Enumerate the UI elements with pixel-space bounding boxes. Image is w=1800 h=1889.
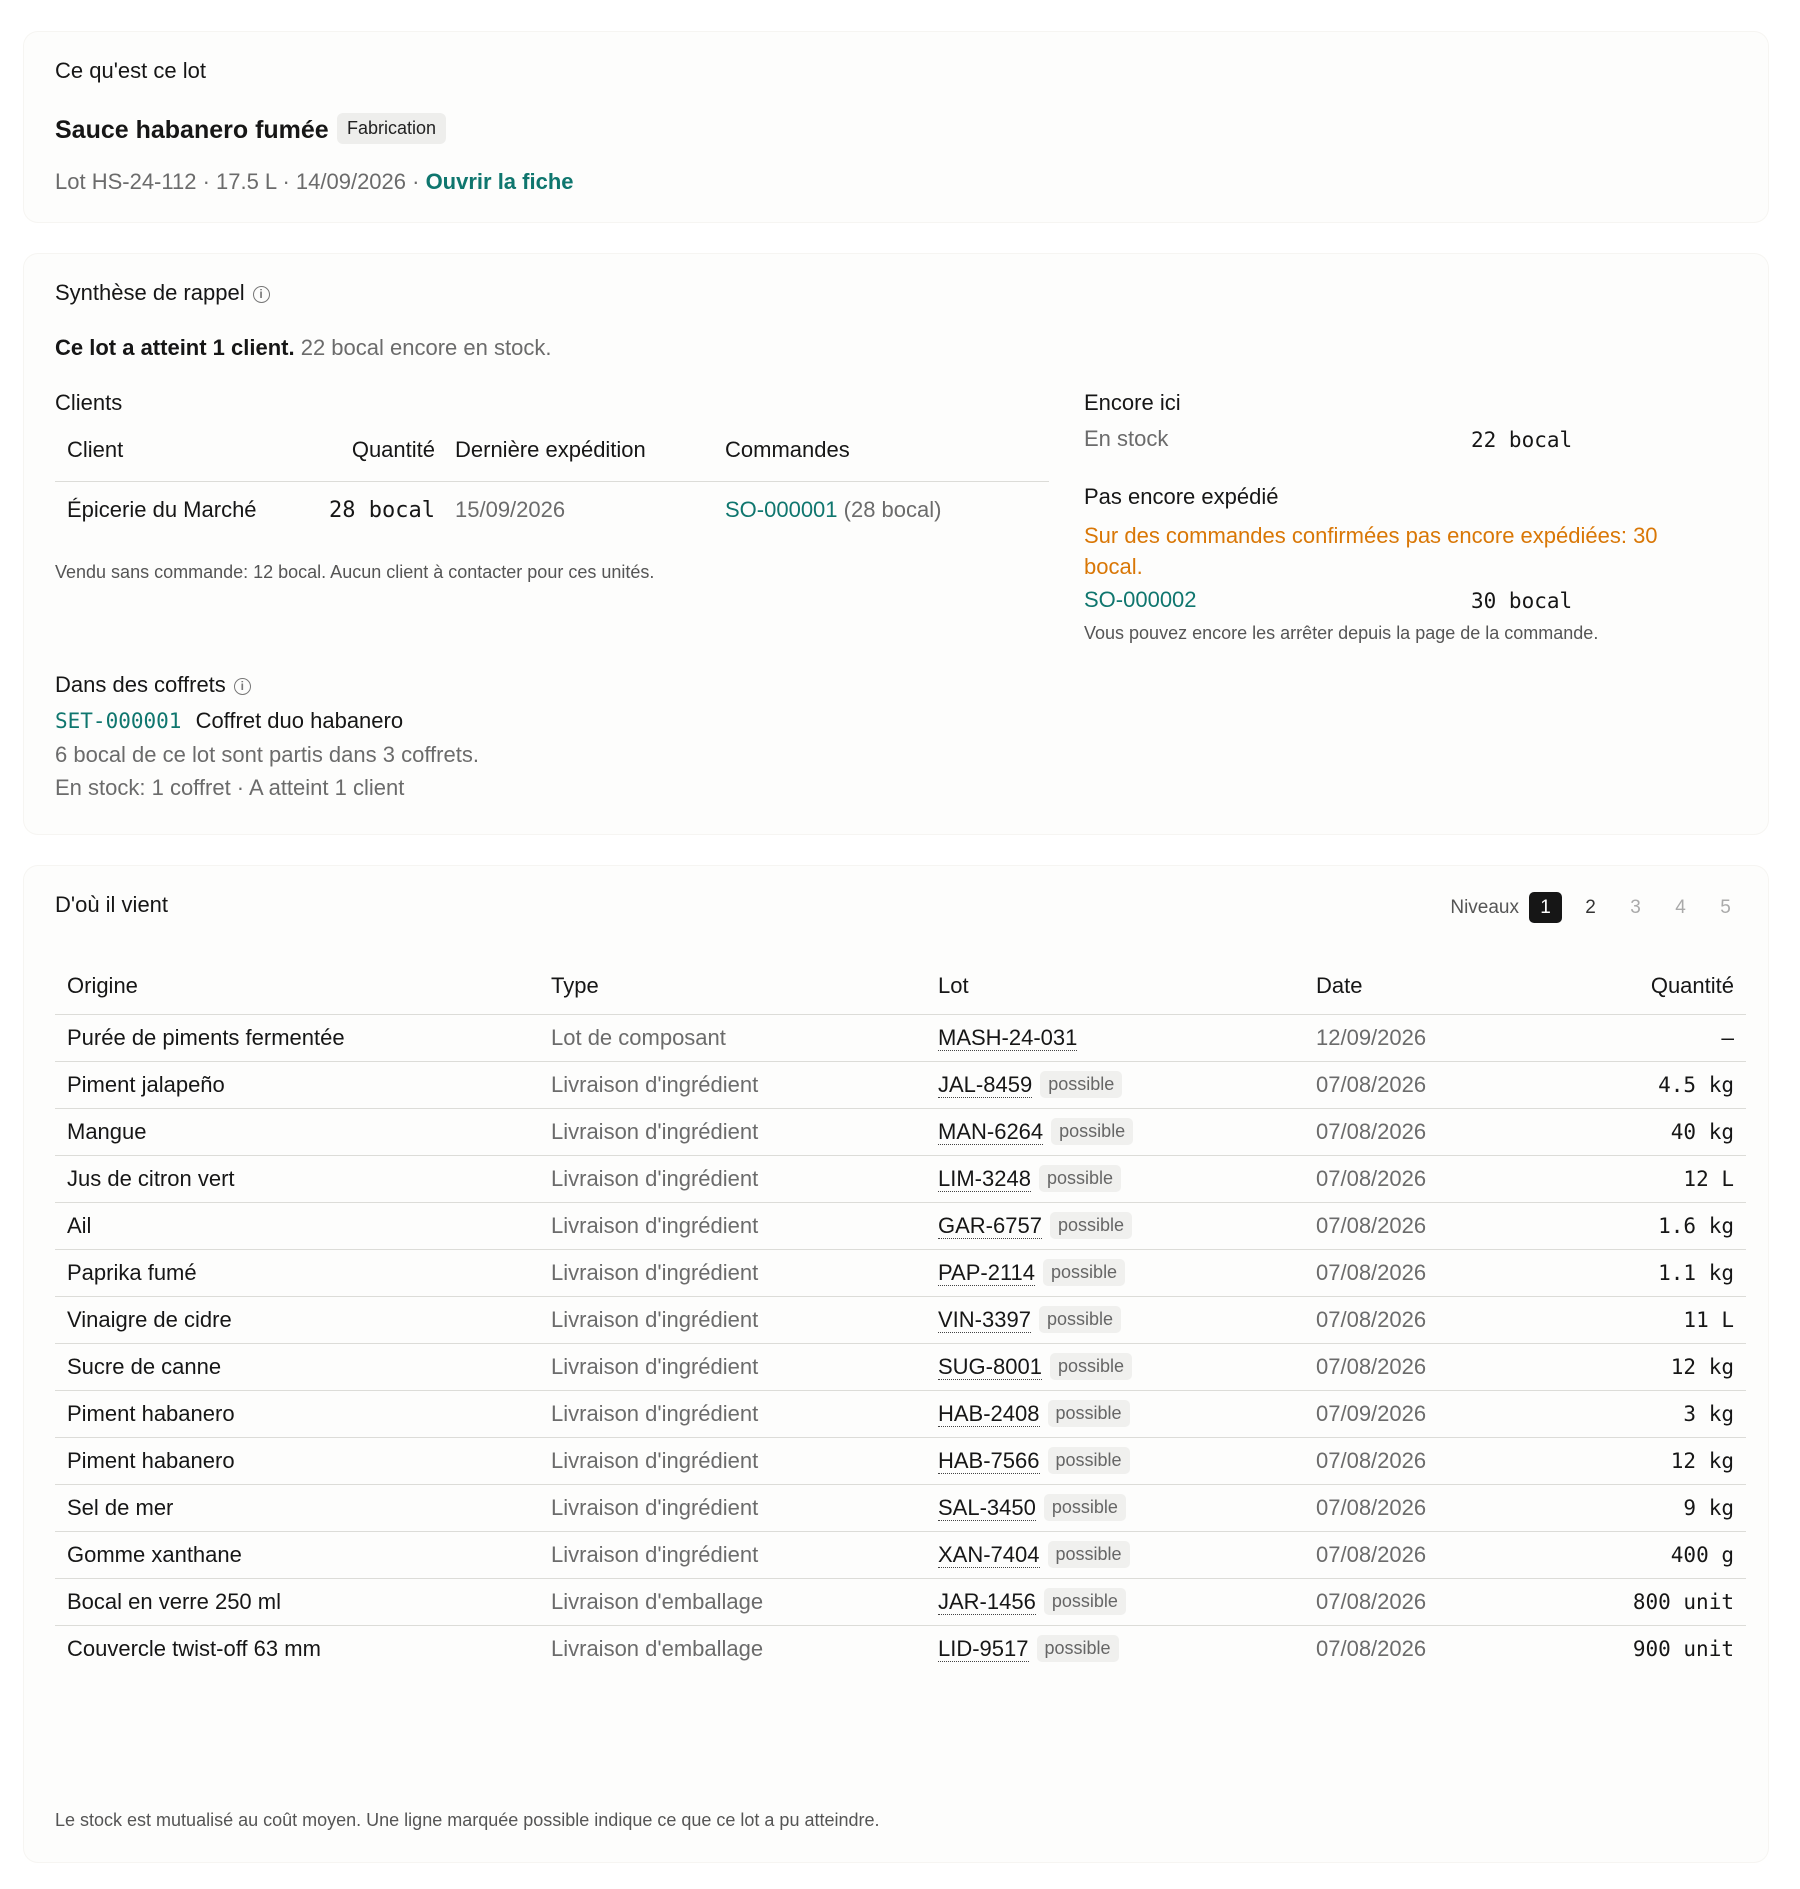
- possible-badge: possible: [1044, 1494, 1126, 1521]
- header-lot: Lot: [938, 958, 1316, 1014]
- origin-name: Ail: [55, 1202, 551, 1249]
- origin-qty: 4.5 kg: [1606, 1061, 1746, 1108]
- origin-date: 07/08/2026: [1316, 1202, 1606, 1249]
- origin-date: 07/09/2026: [1316, 1390, 1606, 1437]
- header-date: Date: [1316, 958, 1606, 1014]
- origin-date: 07/08/2026: [1316, 1249, 1606, 1296]
- lot-link[interactable]: SUG-8001: [938, 1354, 1042, 1379]
- clients-header-row: [55, 419, 1049, 481]
- origin-qty: 40 kg: [1606, 1108, 1746, 1155]
- info-icon[interactable]: i: [234, 678, 251, 695]
- possible-badge: possible: [1051, 1118, 1133, 1145]
- table-row: [55, 1531, 1746, 1578]
- origin-lot-cell: [938, 1437, 1316, 1484]
- origin-title: D'où il vient: [55, 892, 169, 917]
- origin-name: Piment jalapeño: [55, 1061, 551, 1108]
- set-detail: 6 bocal de ce lot sont partis dans 3 coffrets.: [55, 742, 479, 767]
- levels-selector: [1450, 892, 1742, 923]
- origin-lot-cell: [938, 1625, 1316, 1672]
- origin-qty: 3 kg: [1606, 1390, 1746, 1437]
- recall-title-text: Synthèse de rappel: [55, 280, 245, 305]
- recall-card: [24, 254, 1768, 834]
- possible-badge: possible: [1040, 1071, 1122, 1098]
- lot-link[interactable]: HAB-7566: [938, 1448, 1040, 1473]
- origin-qty: 1.1 kg: [1606, 1249, 1746, 1296]
- origin-name: Jus de citron vert: [55, 1155, 551, 1202]
- origin-qty: 9 kg: [1606, 1484, 1746, 1531]
- header-last-shipment: Dernière expédition: [455, 419, 725, 481]
- lot-link[interactable]: LID-9517: [938, 1636, 1029, 1662]
- type-badge: Fabrication: [337, 113, 446, 144]
- origin-type: Livraison d'ingrédient: [551, 1531, 938, 1578]
- possible-badge: possible: [1043, 1259, 1125, 1286]
- origin-lot-cell: [938, 1343, 1316, 1390]
- origin-name: Sucre de canne: [55, 1343, 551, 1390]
- origin-lot-cell: [938, 1578, 1316, 1625]
- table-row: [55, 1484, 1746, 1531]
- possible-badge: possible: [1039, 1165, 1121, 1192]
- order-detail: (28 bocal): [837, 497, 942, 523]
- origin-lot-cell: [938, 1390, 1316, 1437]
- origin-type: Livraison d'emballage: [551, 1635, 764, 1661]
- origin-type: Livraison d'ingrédient: [551, 1108, 938, 1155]
- table-row: [55, 1014, 1746, 1061]
- product-name: Sauce habanero fumée: [55, 116, 329, 144]
- lot-link[interactable]: JAL-8459: [938, 1072, 1033, 1097]
- lot-link[interactable]: PAP-2114: [938, 1260, 1036, 1285]
- lot-link[interactable]: MASH-24-031: [938, 1024, 1078, 1050]
- level-2-button[interactable]: 2: [1585, 897, 1596, 918]
- origin-qty: 12 kg: [1606, 1437, 1746, 1484]
- not-shipped-note: Vous pouvez encore les arrêter depuis la page de la commande.: [1084, 623, 1599, 643]
- origin-lot-cell: [938, 1531, 1316, 1578]
- possible-badge: possible: [1048, 1400, 1130, 1427]
- origin-qty: 12 L: [1606, 1155, 1746, 1202]
- origin-name: Paprika fumé: [55, 1249, 551, 1296]
- lot-link[interactable]: JAR-1456: [938, 1589, 1036, 1614]
- lot-link[interactable]: GAR-6757: [938, 1213, 1042, 1238]
- origin-date: 07/08/2026: [1316, 1108, 1606, 1155]
- level-5-button[interactable]: 5: [1720, 897, 1731, 918]
- origin-date: 07/08/2026: [1316, 1343, 1606, 1390]
- origin-name: Piment habanero: [55, 1390, 551, 1437]
- client-row: [55, 481, 1049, 539]
- table-row: [55, 1202, 1746, 1249]
- origin-name: Bocal en verre 250 ml: [55, 1578, 551, 1625]
- table-row: [55, 1437, 1746, 1484]
- order-link[interactable]: SO-000001: [725, 497, 838, 523]
- origin-card: [24, 866, 1768, 1862]
- possible-badge: possible: [1039, 1306, 1121, 1333]
- header-quantity: Quantité: [1606, 958, 1746, 1014]
- origin-name: Couvercle twist-off 63 mm: [67, 1635, 321, 1661]
- level-1-button[interactable]: 1: [1529, 892, 1562, 923]
- in-stock-value: 22 bocal: [1471, 428, 1573, 452]
- recall-summary-rest: 22 bocal encore en stock.: [294, 335, 552, 360]
- pending-order-qty: 30 bocal: [1471, 589, 1573, 613]
- origin-date: 07/08/2026: [1316, 1061, 1606, 1108]
- clients-table: [55, 419, 1049, 539]
- origin-lot-cell: [938, 1014, 1316, 1061]
- origin-type: Livraison d'ingrédient: [551, 1061, 938, 1108]
- set-code-link[interactable]: SET-000001: [55, 709, 182, 733]
- table-row: [55, 1296, 1746, 1343]
- origin-header-row: [55, 958, 1746, 1014]
- origin-date: 07/08/2026: [1316, 1437, 1606, 1484]
- lot-link[interactable]: LIM-3248: [938, 1166, 1031, 1191]
- clients-note: Vendu sans commande: 12 bocal. Aucun client à contacter pour ces unités.: [55, 562, 655, 582]
- origin-name: Purée de piments fermentée: [55, 1014, 551, 1061]
- pending-order-link[interactable]: SO-000002: [1084, 587, 1197, 612]
- lot-link[interactable]: VIN-3397: [938, 1307, 1031, 1332]
- origin-date: 12/09/2026: [1316, 1014, 1606, 1061]
- sets-title-text: Dans des coffrets: [55, 672, 226, 697]
- origin-qty: 900 unit: [1632, 1636, 1734, 1661]
- header-client: Client: [55, 419, 315, 481]
- lot-meta-text: Lot HS-24-112 · 17.5 L · 14/09/2026 ·: [55, 169, 426, 194]
- origin-type: Livraison d'ingrédient: [551, 1249, 938, 1296]
- origin-date: 07/08/2026: [1316, 1296, 1606, 1343]
- origin-lot-cell: [938, 1249, 1316, 1296]
- lot-meta: [55, 169, 574, 195]
- origin-lot-cell: [938, 1108, 1316, 1155]
- origin-name: Vinaigre de cidre: [55, 1296, 551, 1343]
- level-4-button[interactable]: 4: [1675, 897, 1686, 918]
- origin-date: 07/08/2026: [1316, 1635, 1427, 1661]
- origin-name: Piment habanero: [55, 1437, 551, 1484]
- client-qty: 28 bocal: [329, 497, 435, 523]
- table-row: [55, 1390, 1746, 1437]
- origin-lot-cell: [938, 1061, 1316, 1108]
- origin-table: [55, 958, 1746, 1672]
- table-row: [55, 1625, 1746, 1672]
- origin-qty: 11 L: [1606, 1296, 1746, 1343]
- possible-badge: possible: [1048, 1541, 1130, 1568]
- set-name: Coffret duo habanero: [195, 708, 404, 733]
- origin-type: Livraison d'ingrédient: [551, 1390, 938, 1437]
- origin-lot-cell: [938, 1484, 1316, 1531]
- origin-lot-cell: [938, 1155, 1316, 1202]
- origin-name: Mangue: [55, 1108, 551, 1155]
- origin-qty: 1.6 kg: [1606, 1202, 1746, 1249]
- origin-qty: 800 unit: [1606, 1578, 1746, 1625]
- set-line: [55, 708, 403, 734]
- table-row: [55, 1343, 1746, 1390]
- level-3-button[interactable]: 3: [1630, 897, 1641, 918]
- client-last-shipment: 15/09/2026: [455, 497, 566, 523]
- client-orders: [725, 481, 1049, 539]
- in-stock-label: En stock: [1084, 426, 1169, 451]
- origin-name: Gomme xanthane: [55, 1531, 551, 1578]
- clients-title: Clients: [55, 390, 123, 415]
- origin-type: Livraison d'emballage: [551, 1578, 938, 1625]
- origin-date: 07/08/2026: [1316, 1531, 1606, 1578]
- levels-label: Niveaux: [1450, 896, 1519, 918]
- recall-summary-bold: Ce lot a atteint 1 client.: [55, 335, 295, 360]
- possible-badge: possible: [1050, 1353, 1132, 1380]
- lot-link[interactable]: HAB-2408: [938, 1401, 1040, 1426]
- table-row: [55, 1155, 1746, 1202]
- origin-qty: 400 g: [1606, 1531, 1746, 1578]
- sets-title: [55, 672, 251, 698]
- origin-name: Sel de mer: [55, 1484, 551, 1531]
- lot-link[interactable]: XAN-7404: [938, 1542, 1040, 1567]
- origin-type: Livraison d'ingrédient: [551, 1437, 938, 1484]
- lot-link[interactable]: SAL-3450: [938, 1495, 1036, 1520]
- table-row: [55, 1578, 1746, 1625]
- table-row: [55, 1061, 1746, 1108]
- origin-lot-cell: [938, 1202, 1316, 1249]
- origin-qty: –: [1606, 1014, 1746, 1061]
- recall-summary: [55, 335, 551, 361]
- possible-badge: possible: [1048, 1447, 1130, 1474]
- origin-type: Livraison d'ingrédient: [551, 1484, 938, 1531]
- not-shipped-warning: Sur des commandes confirmées pas encore expédiées: 30 bocal.: [1084, 523, 1658, 579]
- open-sheet-link[interactable]: Ouvrir la fiche: [425, 169, 574, 194]
- table-row: [55, 1249, 1746, 1296]
- possible-badge: possible: [1044, 1588, 1126, 1615]
- info-icon[interactable]: i: [253, 286, 270, 303]
- client-name: Épicerie du Marché: [67, 497, 257, 523]
- lot-link[interactable]: MAN-6264: [938, 1119, 1044, 1144]
- lot-card: [24, 32, 1768, 222]
- possible-badge: possible: [1050, 1212, 1132, 1239]
- origin-type: Livraison d'ingrédient: [551, 1296, 938, 1343]
- origin-date: 07/08/2026: [1316, 1155, 1606, 1202]
- recall-title: [55, 280, 270, 306]
- header-type: Type: [551, 958, 938, 1014]
- origin-type: Livraison d'ingrédient: [551, 1202, 938, 1249]
- header-origin: Origine: [55, 958, 551, 1014]
- origin-type: Lot de composant: [551, 1014, 938, 1061]
- section-title: Ce qu'est ce lot: [55, 58, 206, 83]
- origin-type: Livraison d'ingrédient: [551, 1343, 938, 1390]
- origin-type: Livraison d'ingrédient: [551, 1155, 938, 1202]
- origin-date: 07/08/2026: [1316, 1484, 1606, 1531]
- still-here-title: Encore ici: [1084, 390, 1181, 415]
- origin-lot-cell: [938, 1296, 1316, 1343]
- origin-footer-note: Le stock est mutualisé au coût moyen. Une ligne marquée possible indique ce que ce lot a pu atteindre.: [55, 1810, 880, 1830]
- origin-date: 07/08/2026: [1316, 1578, 1606, 1625]
- set-stock: En stock: 1 coffret · A atteint 1 client: [55, 775, 405, 800]
- table-row: [55, 1108, 1746, 1155]
- header-quantity: Quantité: [315, 419, 455, 481]
- possible-badge: possible: [1037, 1635, 1119, 1662]
- header-orders: Commandes: [725, 419, 1049, 481]
- origin-qty: 12 kg: [1606, 1343, 1746, 1390]
- not-shipped-title: Pas encore expédié: [1084, 484, 1279, 509]
